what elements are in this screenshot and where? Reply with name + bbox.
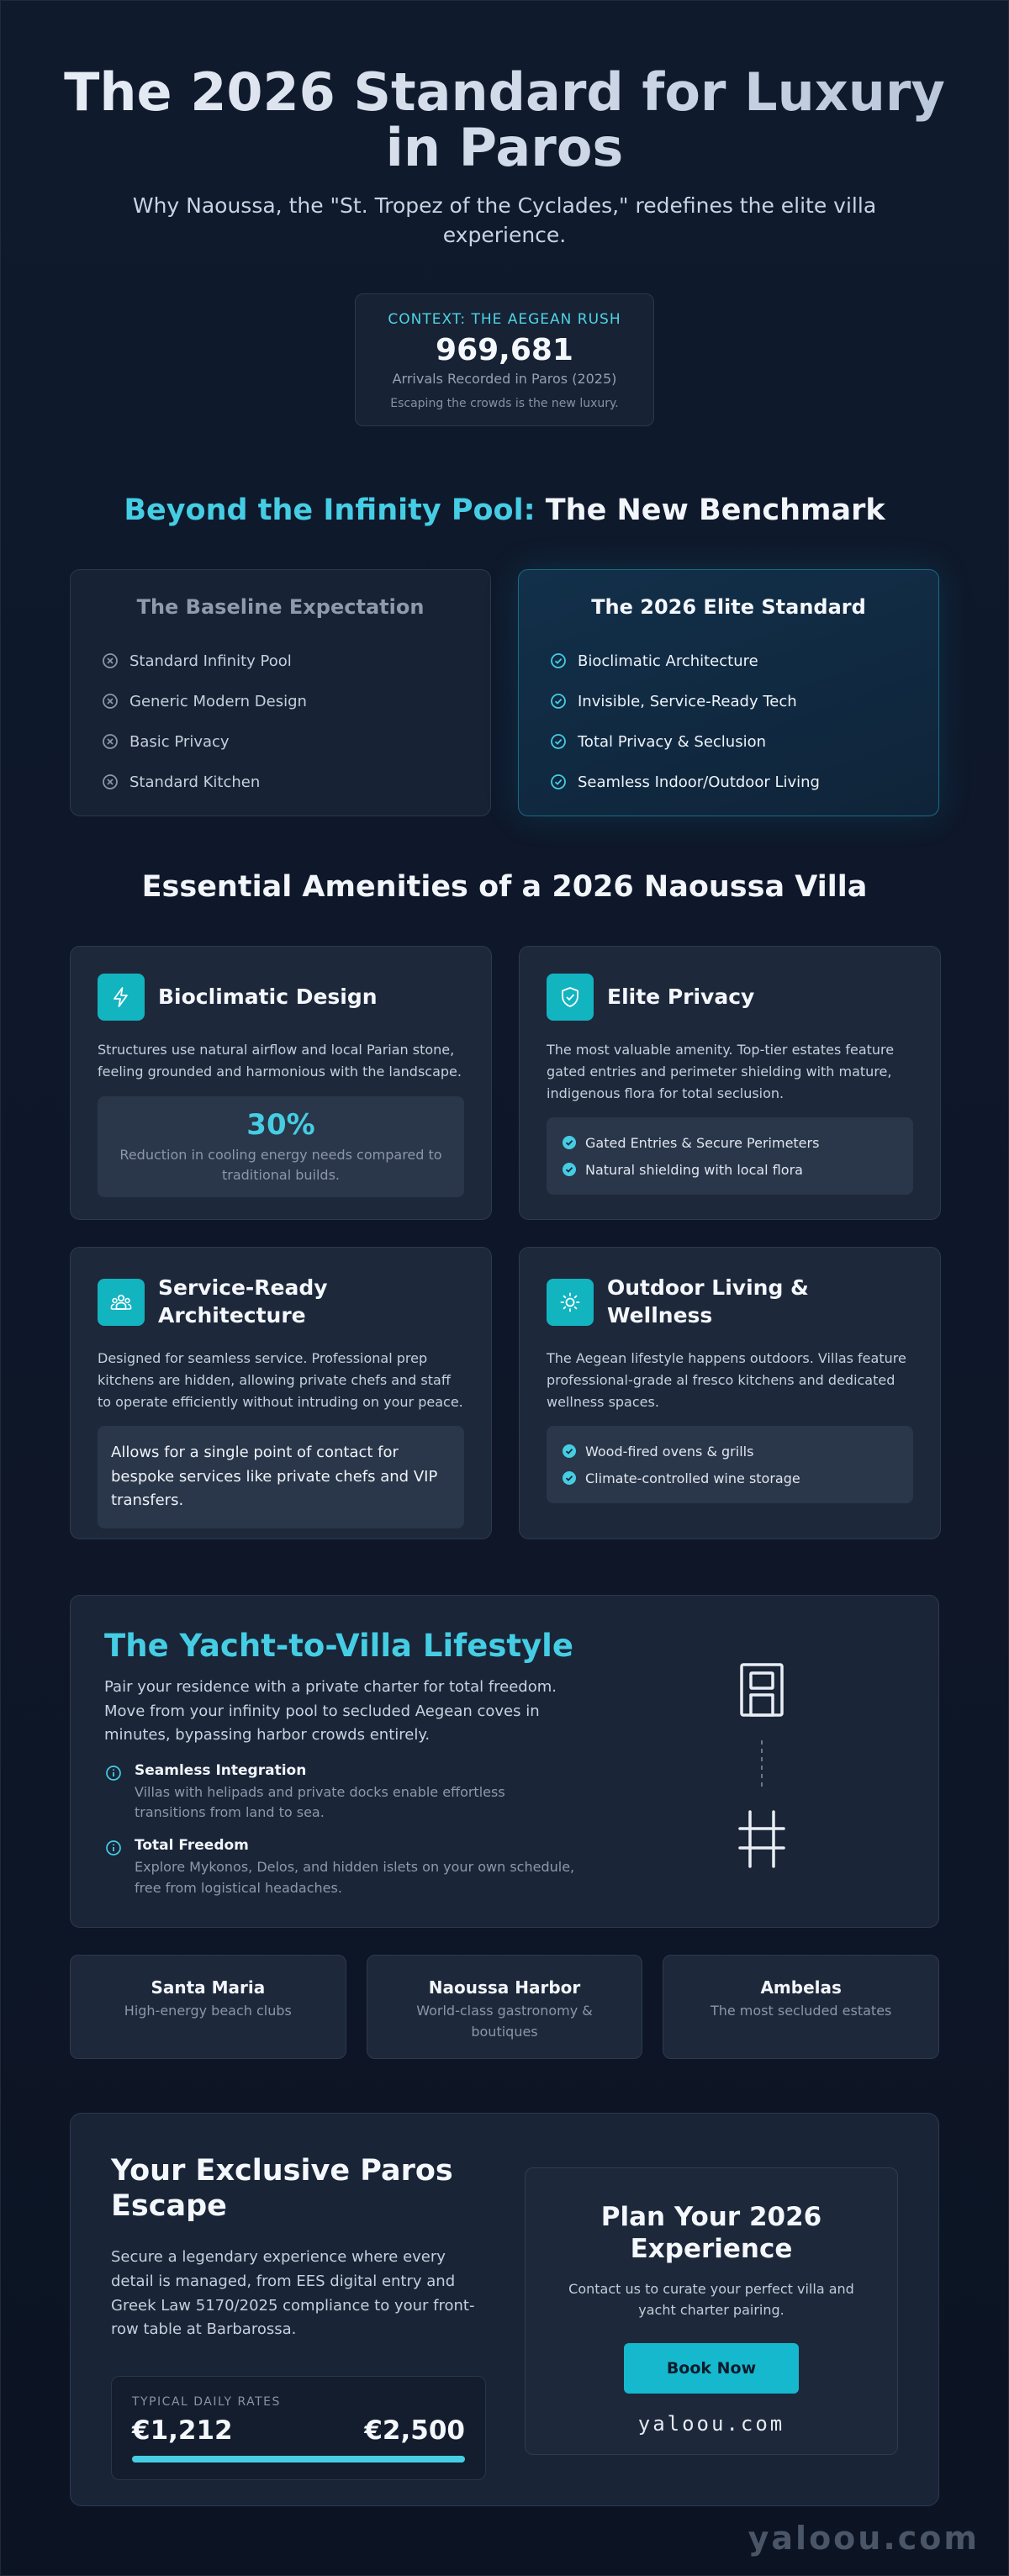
- list-item: [562, 1129, 898, 1156]
- stat-box: [98, 1096, 464, 1197]
- check-circle-icon: [547, 771, 569, 793]
- yacht-points: [104, 1762, 575, 1899]
- sun-icon: [547, 1279, 594, 1326]
- list-item-label: Bioclimatic Architecture: [578, 652, 758, 670]
- yacht-point-title: Seamless Integration: [135, 1761, 307, 1779]
- info-icon: [104, 1764, 123, 1782]
- list-item-label: Seamless Indoor/Outdoor Living: [578, 773, 820, 791]
- bioclimatic-card: [70, 946, 492, 1220]
- hero-section: [1, 1, 1008, 426]
- rates-row: [132, 2415, 465, 2446]
- list-item: [99, 721, 462, 762]
- location-description: High-energy beach clubs: [124, 2003, 292, 2019]
- list-item: [562, 1156, 898, 1183]
- location-card: [663, 1955, 939, 2059]
- check-dot-icon: [562, 1470, 577, 1486]
- yacht-description: Pair your residence with a private charter for total freedom. Move from your infinity pool to secluded Aegean coves in minutes, bypassing harbor crowds entirely.: [104, 1678, 557, 1744]
- location-description: The most secluded estates: [710, 2003, 892, 2019]
- list-item-label: Total Privacy & Seclusion: [578, 732, 767, 751]
- check-dot-icon: [562, 1444, 577, 1459]
- benchmark-heading-rest: The New Benchmark: [535, 494, 885, 528]
- amenities-heading: Essential Amenities of a 2026 Naoussa Villa: [141, 870, 868, 905]
- context-note: Escaping the crowds is the new luxury.: [390, 397, 619, 411]
- book-now-button[interactable]: Book Now: [624, 2343, 799, 2394]
- baseline-list: [99, 641, 462, 802]
- shield-check-icon: [547, 974, 594, 1021]
- watermark: yaloou.com: [748, 2520, 980, 2557]
- list-item: [99, 681, 462, 721]
- check-circle-icon: [547, 731, 569, 752]
- benchmark-heading: [1, 494, 1008, 527]
- elite-title: The 2026 Elite Standard: [591, 595, 866, 620]
- x-circle-icon: [99, 690, 121, 712]
- outdoor-card: [519, 1247, 941, 1539]
- card-description: Designed for seamless service. Professional prep kitchens are hidden, allowing private chefs and staff to operate efficiently without intruding on your peace.: [98, 1350, 463, 1410]
- rate-high: €2,500: [364, 2415, 465, 2447]
- dock-icon: [740, 1812, 784, 1866]
- stat-value: 30%: [246, 1107, 315, 1142]
- list-item-label: Gated Entries & Secure Perimeters: [585, 1134, 820, 1151]
- villa-to-yacht-graphic: [737, 1656, 787, 1875]
- yacht-title: The Yacht-to-Villa Lifestyle: [104, 1628, 573, 1665]
- card-title: Outdoor Living & Wellness: [607, 1275, 809, 1328]
- location-name: Naoussa Harbor: [428, 1977, 581, 1998]
- list-item-label: Standard Kitchen: [129, 773, 261, 791]
- card-description: The most valuable amenity. Top-tier estates feature gated entries and perimeter shielding with mature, indigenous flora for total seclusion.: [547, 1042, 895, 1101]
- team-icon: [98, 1279, 145, 1326]
- arrivals-number: 969,681: [436, 333, 573, 368]
- yacht-section: [70, 1595, 939, 1928]
- check-dot-icon: [562, 1162, 577, 1177]
- benchmark-heading-accent: Beyond the Infinity Pool:: [124, 494, 536, 528]
- rates-box: [111, 2376, 486, 2480]
- list-item-label: Natural shielding with local flora: [585, 1161, 803, 1178]
- arrivals-caption: Arrivals Recorded in Paros (2025): [392, 371, 617, 388]
- baseline-card: [70, 569, 491, 816]
- list-item: [99, 762, 462, 802]
- highlight-box: Allows for a single point of contact for bespoke services like private chefs and VIP transfers.: [98, 1426, 464, 1528]
- comparison-section: [1, 569, 1008, 816]
- location-name: Ambelas: [760, 1977, 842, 1998]
- context-label: CONTEXT: THE AEGEAN RUSH: [388, 311, 621, 329]
- elite-card: [518, 569, 939, 816]
- cta-info: [111, 2154, 486, 2465]
- lightning-icon: [98, 974, 145, 1021]
- list-item-label: Generic Modern Design: [129, 692, 307, 710]
- locations-row: [1, 1955, 1008, 2059]
- rate-low: €1,212: [132, 2415, 233, 2447]
- yacht-point-text: Villas with helipads and private docks enable effortless transitions from land to sea.: [135, 1783, 505, 1821]
- website-link[interactable]: yaloou.com: [637, 2412, 785, 2436]
- checklist: [547, 1426, 913, 1503]
- list-item-label: Climate-controlled wine storage: [585, 1470, 800, 1486]
- card-title: Service-Ready Architecture: [158, 1275, 328, 1328]
- amenities-grid: [1, 946, 1008, 1539]
- service-card: [70, 1247, 492, 1539]
- location-card: [70, 1955, 346, 2059]
- list-item-label: Invisible, Service-Ready Tech: [578, 692, 797, 710]
- privacy-card: [519, 946, 941, 1220]
- list-item: [547, 641, 910, 681]
- card-title: Elite Privacy: [607, 984, 755, 1010]
- page-title: The 2026 Standard for Luxury in Paros: [34, 65, 975, 175]
- list-item: [562, 1438, 898, 1465]
- info-icon: [104, 1839, 123, 1857]
- check-circle-icon: [547, 650, 569, 672]
- yacht-point-text: Explore Mykonos, Delos, and hidden islets on your own schedule, free from logistical headaches.: [135, 1859, 575, 1897]
- rates-bar: [132, 2456, 465, 2463]
- cta-title: Your Exclusive Paros Escape: [111, 2154, 453, 2223]
- list-item: [562, 1465, 898, 1491]
- x-circle-icon: [99, 650, 121, 672]
- list-item: [547, 721, 910, 762]
- list-item-label: Basic Privacy: [129, 732, 230, 751]
- card-description: Structures use natural airflow and local Parian stone, feeling grounded and harmonious with the landscape.: [98, 1042, 462, 1080]
- x-circle-icon: [99, 771, 121, 793]
- location-card: [367, 1955, 643, 2059]
- villa-icon: [742, 1665, 782, 1715]
- location-name: Santa Maria: [151, 1977, 266, 1998]
- yacht-point: [104, 1837, 575, 1899]
- location-description: World-class gastronomy & boutiques: [416, 2003, 593, 2040]
- list-item-label: Wood-fired ovens & grills: [585, 1443, 754, 1460]
- card-header: [547, 1275, 913, 1329]
- check-dot-icon: [562, 1135, 577, 1150]
- list-item: [547, 762, 910, 802]
- rates-label: TYPICAL DAILY RATES: [132, 2395, 281, 2410]
- card-description: The Aegean lifestyle happens outdoors. Villas feature professional-grade al fresco kitchens and dedicated wellness spaces.: [547, 1350, 906, 1410]
- check-circle-icon: [547, 690, 569, 712]
- cta-description: Secure a legendary experience where every detail is managed, from EES digital entry and Greek Law 5170/2025 compliance to your front-row table at Barbarossa.: [111, 2248, 475, 2339]
- page-subtitle: Why Naoussa, the "St. Tropez of the Cyclades," redefines the elite villa experience.: [132, 193, 877, 247]
- elite-list: [547, 641, 910, 802]
- yacht-point-title: Total Freedom: [135, 1837, 249, 1855]
- checklist: [547, 1117, 913, 1195]
- card-title: Bioclimatic Design: [158, 984, 378, 1010]
- plan-title: Plan Your 2026 Experience: [600, 2202, 822, 2264]
- cta-section: [70, 2113, 939, 2506]
- card-header: [98, 1275, 464, 1329]
- list-item-label: Standard Infinity Pool: [129, 652, 292, 670]
- card-header: [547, 974, 913, 1021]
- baseline-title: The Baseline Expectation: [136, 595, 425, 620]
- yacht-point: [104, 1762, 575, 1824]
- list-item: [547, 681, 910, 721]
- card-header: [98, 974, 464, 1021]
- plan-card: [525, 2167, 898, 2455]
- list-item: [99, 641, 462, 681]
- plan-description: Contact us to curate your perfect villa and yacht charter pairing.: [568, 2280, 854, 2319]
- stat-caption: Reduction in cooling energy needs compared to traditional builds.: [119, 1146, 442, 1183]
- context-card: [355, 293, 654, 426]
- x-circle-icon: [99, 731, 121, 752]
